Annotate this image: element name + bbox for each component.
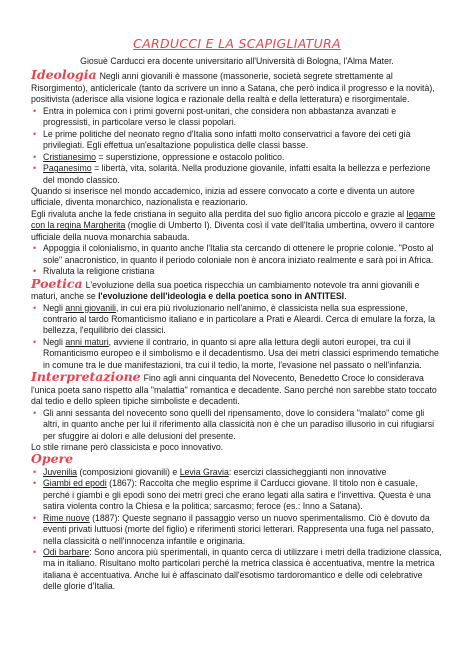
interpretazione-intro: Interpretazione Fino agli anni cinquanta del Novecento, Benedetto Croce lo considerava l'unica poeta sano rispetto alla "malattia" romantica e decadente. Sano perché non sarebbe stato toccato dal tedio e dello spleen tipiche simboliste e decadenti. (31, 369, 437, 407)
list-item: • Odi barbare: Sono ancora più sperimentali, in quanto cerca di utilizzare i metri della tradizione classica, ma in italiano. Risultano molto particolari perché la metrica classica è accentuativa, mentre la metrica italiana è accentuativa. Anche lui è affascinato dall'esotismo tardoromantico e delle odi celebrative delle glorie d'Italia. (31, 547, 443, 593)
list-item: • Negli anni giovanili, in cui era più rivoluzionario nell'animo, è classicista nella sua espressione, contrario al tardo Romanticismo italiano e in particolare a Prati e Aleardi. Cerca di emulare la forza, la bellezza, l'equilibrio dei classici. (31, 303, 443, 337)
list-item: • Gli anni sessanta del novecento sono quelli del ripensamento, dove lo considera "malato" come gli altri, in quanto anche per lui il riferimento alla classicità non è che un paradiso illusorio in cui rifugiarsi per sfuggire ai dolori e alle delusioni del presente. (31, 408, 443, 442)
section-heading-interpretazione: Interpretazione (31, 369, 141, 385)
list-item: • Negli anni maturi, avviene il contrario, in quanto si apre alla lettura degli autori europei, tra cui il Romanticismo europeo e il simbolismo e il decadentismo. Usa dei metri classici esprimendo tematiche in comune tra le due manifestazioni, tra cui il tedio, la morte, l'evasione nel passato o nell'infanzia. (31, 337, 443, 371)
ideologia-list-2 (31, 243, 443, 277)
list-item: • Cristianesimo = superstizione, oppressione e ostacolo politico. (31, 152, 443, 163)
list-item: • Giambi ed epodi (1867): Raccolta che meglio esprime il Carducci giovane. Il titolo non è casuale, perché i giambi e gli epodi sono dei metri greci che erano legati alla satira e l'invettiva. Questa è una satira violenta contro la Chiesa e la politica; sarcasmo; feroce (es.: Inno a Satana). (31, 478, 443, 512)
document-subtitle: Giosuè Carducci era docente universitario all'Università di Bologna, l'Alma Mater. (80, 56, 394, 66)
interpretazione-list (31, 408, 443, 442)
list-item: • Rivaluta la religione cristiana (31, 266, 443, 277)
ideologia-intro: Ideologia Negli anni giovanili è massone (massonerie, società segrete strettamente al Risorgimento), anticlericale (tanto da scrivere un inno a Satana, che però indica il progresso e la novità), positivista (aderisce alla visione logica e razionale della realtà e della letteratura) e risorgimentale. (31, 67, 435, 105)
list-item: • Entra in polemica con i primi governi post-unitari, che considera non abbastanza avanzati e progressisti, in particolare verso le classi popolari. (31, 106, 443, 129)
list-item: • Paganesimo = libertà, vita, solarità. Nella produzione giovanile, infatti esalta la bellezza e perfezione del mondo classico. (31, 163, 443, 186)
opere-heading-row (31, 453, 443, 466)
section-heading-poetica: Poetica (31, 275, 83, 291)
poetica-list (31, 303, 443, 372)
list-item: • Rime nuove (1887): Queste segnano il passaggio verso un nuovo sperimentalismo. Ciò è dovuto da eventi privati luttuosi (morte del figlio) e riferimenti storici letterari. Rappresenta una fuga nel passato, nella classicità o nell'innocenza infantile e originaria. (31, 513, 443, 547)
ideologia-list (31, 106, 443, 186)
poetica-intro: Poetica L'evoluzione della sua poetica rispecchia un cambiamento notevole tra anni giovanili e maturi, anche se l'evoluzione dell'ideologia e della poetica sono in ANTITESI. (31, 275, 420, 302)
paragraph: Lo stile rimane però classicista e poco innovativo. (31, 441, 224, 452)
list-item: • Juvenilia (composizioni giovanili) e Levia Gravia: esercizi classicheggianti non innovative (31, 467, 443, 478)
opere-list (31, 467, 443, 593)
section-heading-ideologia: Ideologia (31, 67, 97, 83)
document-title: CARDUCCI E LA SCAPIGLIATURA (133, 36, 341, 51)
list-item: • Le prime politiche del neonato regno d'Italia sono infatti molto conservatrici a favore dei ceti già privilegiati. Egli effettua un'esaltazione populistica delle classi basse. (31, 129, 443, 152)
section-heading-opere: Opere (31, 451, 74, 467)
paragraph: Egli rivaluta anche la fede cristiana in seguito alla perdita del suo figlio ancora piccolo e grazie al legame con la regina Margherita (moglie di Umberto I). Diventa così il vate dell'Italia umbertina, ovvero il cantore ufficiale della nuova monarchia sabauda. (31, 208, 436, 242)
paragraph: Quando si inserisce nel mondo accademico, inizia ad essere convocato a corte e diventa un autore ufficiale, diventa monarchico, nazionalista e reazionario. (31, 185, 415, 208)
list-item: • Appoggia il colonialismo, in quanto anche l'Italia sta cercando di ottenere le proprie colonie. "Posto al sole" anacronistico, in quanto il periodo coloniale non è ancora iniziato realmente e sarà poi in Africa. (31, 243, 443, 266)
